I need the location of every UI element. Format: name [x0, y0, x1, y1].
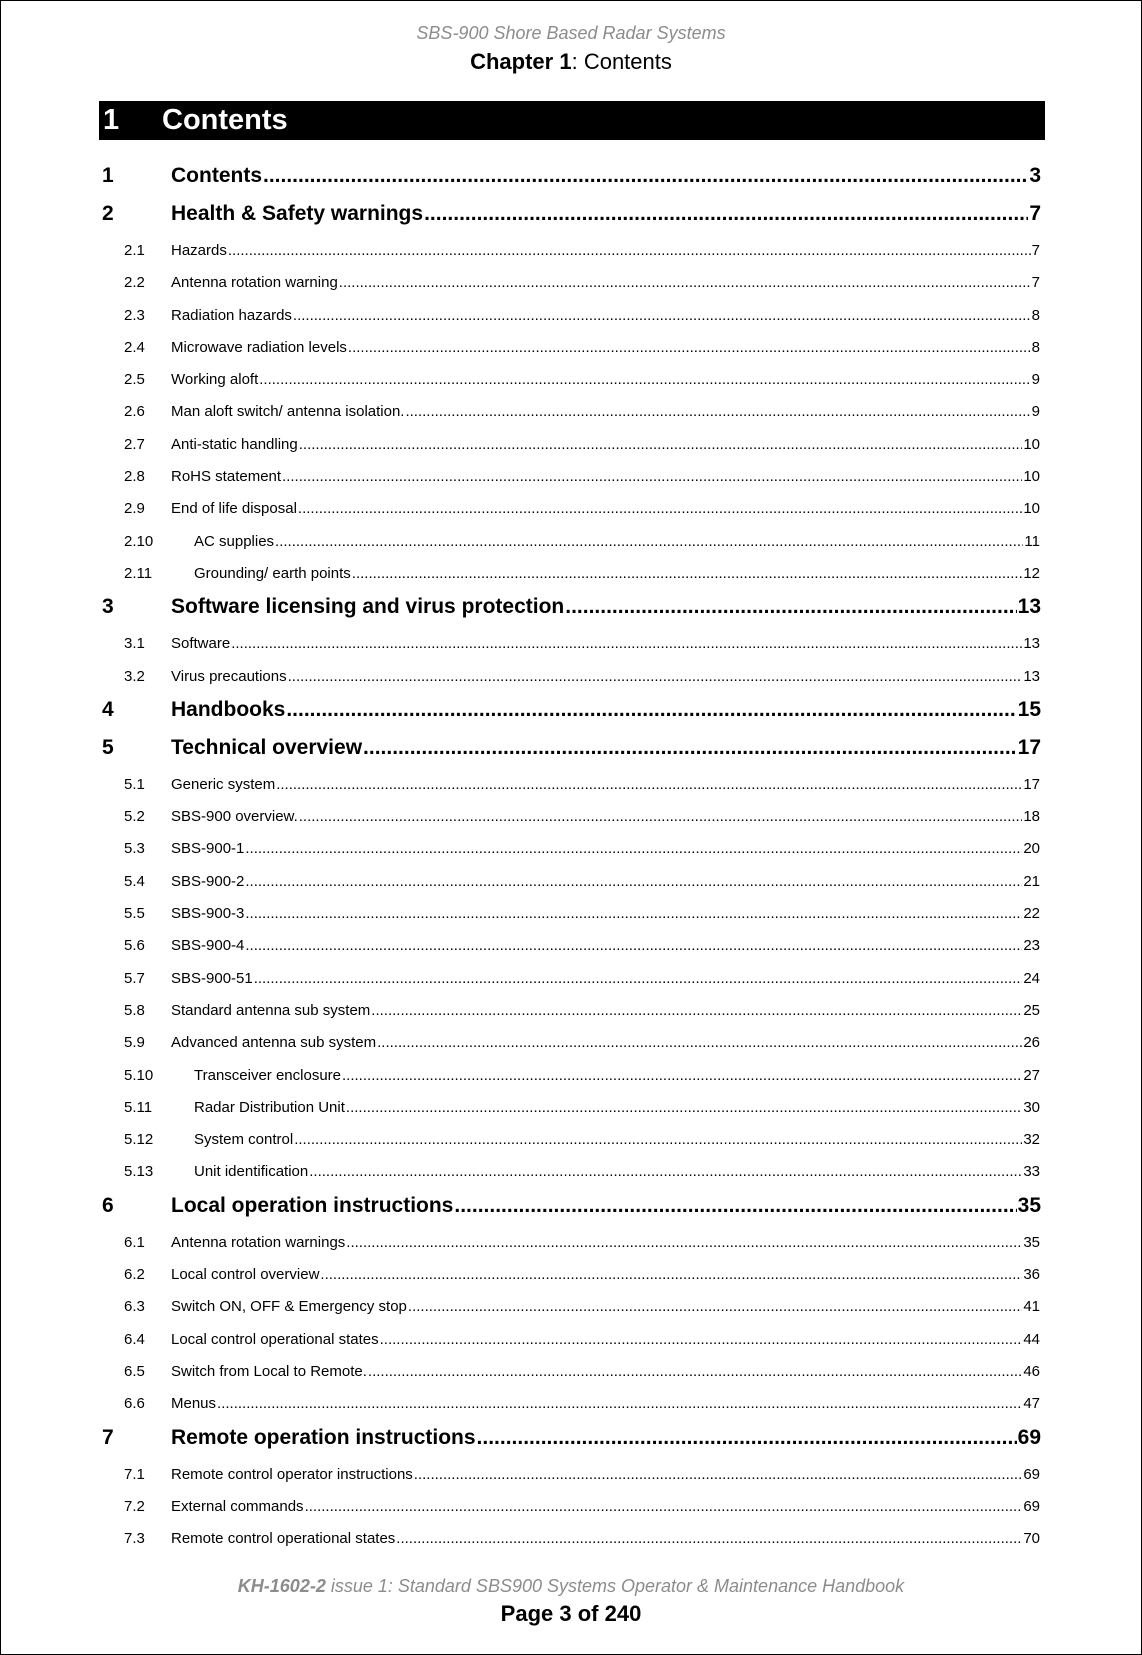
toc-entry-page: 17 [1017, 735, 1041, 759]
toc-entry-title[interactable]: Anti-static handling [171, 435, 298, 453]
toc-dot-leader [396, 1530, 1022, 1547]
toc-entry-page: 44 [1023, 1330, 1040, 1348]
toc-entry-number: 7 [102, 1425, 114, 1449]
toc-entry-number: 5.1 [124, 775, 145, 793]
toc-entry-number: 2.1 [124, 242, 145, 259]
toc-entry-number: 2.2 [124, 274, 145, 292]
toc-entry-title[interactable]: Local operation instructions [171, 1193, 454, 1217]
toc-entry-title[interactable]: Unit identification [194, 1163, 309, 1181]
toc-entry-page: 7 [1031, 274, 1040, 292]
toc-entry-line [171, 776, 1040, 793]
toc-dot-leader [276, 776, 1022, 793]
toc-entry-number: 5.10 [124, 1066, 154, 1084]
toc-entry-number: 7.3 [124, 1530, 145, 1548]
toc-entry-title[interactable]: Remote control operational states [171, 1530, 396, 1548]
toc-entry-title[interactable]: System control [194, 1131, 294, 1149]
toc-entry-line [171, 339, 1040, 356]
toc-dot-leader [477, 1426, 1017, 1450]
toc-entry[interactable] [1, 395, 1141, 427]
toc-entry-number: 6.2 [124, 1266, 145, 1284]
toc-entry-line [171, 905, 1040, 922]
toc-entry[interactable] [1, 730, 1141, 768]
toc-entry-line [171, 274, 1040, 291]
toc-entry-line [171, 1530, 1040, 1547]
toc-entry[interactable] [1, 660, 1141, 692]
toc-entry-number: 5.5 [124, 905, 145, 923]
toc-entry[interactable] [1, 589, 1141, 627]
toc-entry-title[interactable]: Local control overview [171, 1266, 320, 1284]
toc-entry-line [171, 1426, 1041, 1450]
toc-entry[interactable] [1, 962, 1141, 994]
toc-entry-page: 12 [1023, 564, 1040, 582]
toc-entry[interactable] [1, 1026, 1141, 1058]
toc-entry-number: 4 [102, 697, 114, 721]
toc-entry-title[interactable]: SBS-900-1 [171, 840, 245, 858]
toc-entry[interactable] [1, 557, 1141, 589]
toc-entry-page: 35 [1017, 1193, 1041, 1217]
toc-entry-title[interactable]: External commands [171, 1497, 304, 1515]
toc-entry-page: 13 [1017, 595, 1041, 619]
toc-entry-number: 5.9 [124, 1034, 145, 1052]
toc-dot-leader [294, 1131, 1022, 1148]
toc-entry-line [171, 468, 1040, 485]
toc-entry-title[interactable]: Remote operation instructions [171, 1425, 476, 1449]
toc-dot-leader [263, 164, 1028, 188]
toc-entry-page: 9 [1031, 403, 1040, 421]
toc-entry[interactable] [1, 1123, 1141, 1155]
toc-entry-title[interactable]: Standard antenna sub system [171, 1001, 371, 1019]
toc-entry-title[interactable]: Transceiver enclosure [194, 1066, 342, 1084]
toc-entry-page: 7 [1031, 242, 1040, 259]
toc-dot-leader [299, 436, 1023, 453]
toc-entry-title[interactable]: Antenna rotation warning [171, 274, 338, 292]
toc-entry-line [194, 1099, 1040, 1116]
toc-entry[interactable] [1, 363, 1141, 395]
toc-entry-line [171, 595, 1041, 619]
toc-entry[interactable] [1, 1226, 1141, 1258]
toc-entry-title[interactable]: Menus [171, 1395, 217, 1413]
toc-entry-number: 2 [102, 202, 114, 225]
toc-entry-line [171, 1298, 1040, 1315]
toc-dot-leader [305, 1498, 1023, 1515]
toc-dot-leader [346, 1234, 1022, 1251]
toc-entry[interactable] [1, 1188, 1141, 1226]
toc-entry[interactable] [1, 234, 1141, 266]
toc-dot-leader [454, 1194, 1016, 1218]
toc-entry-line [171, 1466, 1040, 1483]
toc-entry-page: 3 [1029, 164, 1041, 187]
toc-entry[interactable] [1, 1059, 1141, 1091]
toc-entry-line [171, 1498, 1040, 1515]
toc-dot-leader [342, 1067, 1022, 1084]
toc-dot-leader [348, 339, 1031, 356]
toc-entry-number: 5 [102, 735, 114, 759]
toc-dot-leader [245, 905, 1022, 922]
toc-entry-page: 32 [1023, 1131, 1040, 1149]
toc-entry-title[interactable]: Remote control operator instructions [171, 1465, 413, 1483]
toc-entry-number: 5.11 [124, 1098, 153, 1116]
toc-entry[interactable] [1, 460, 1141, 492]
toc-entry-page: 18 [1023, 808, 1040, 826]
toc-dot-leader [275, 533, 1023, 550]
toc-entry-number: 2.11 [124, 564, 153, 582]
toc-entry[interactable] [1, 1091, 1141, 1123]
document-subtitle: SBS-900 Shore Based Radar Systems [416, 23, 726, 43]
toc-entry[interactable] [1, 1490, 1141, 1522]
toc-dot-leader [299, 808, 1023, 825]
toc-dot-leader [286, 698, 1016, 722]
toc-dot-leader [565, 595, 1016, 619]
toc-entry-number: 3 [102, 595, 114, 619]
toc-entry-line [171, 635, 1040, 652]
toc-entry[interactable] [1, 800, 1141, 832]
toc-entry-line [171, 736, 1041, 760]
toc-entry[interactable] [1, 768, 1141, 800]
toc-entry-line [171, 500, 1040, 517]
toc-entry-line [171, 668, 1040, 685]
toc-dot-leader [228, 242, 1031, 259]
toc-entry-page: 30 [1023, 1098, 1040, 1116]
toc-entry-number: 6 [102, 1193, 114, 1217]
toc-entry[interactable] [1, 428, 1141, 460]
toc-entry-line [171, 242, 1040, 259]
toc-entry-page: 27 [1023, 1066, 1040, 1084]
toc-dot-leader [368, 1363, 1022, 1380]
toc-dot-leader [245, 937, 1022, 954]
toc-entry-page: 21 [1023, 872, 1040, 890]
toc-entry-number: 5.7 [124, 969, 145, 987]
toc-entry-title[interactable]: Software [171, 635, 231, 653]
toc-dot-leader [414, 1466, 1023, 1483]
toc-entry-page: 41 [1023, 1298, 1040, 1316]
toc-entry-page: 10 [1023, 500, 1040, 518]
toc-entry-line [171, 1002, 1040, 1019]
toc-entry-line [171, 1234, 1040, 1251]
toc-entry-number: 6.1 [124, 1233, 145, 1251]
toc-dot-leader [231, 635, 1022, 652]
toc-entry-line [171, 1194, 1041, 1218]
toc-entry-line [171, 1266, 1040, 1283]
toc-entry-page: 26 [1023, 1034, 1040, 1052]
toc-entry-title[interactable]: SBS-900-3 [171, 905, 245, 923]
toc-entry-line [194, 565, 1040, 582]
toc-entry-number: 5.13 [124, 1163, 154, 1181]
toc-entry-line [171, 371, 1040, 388]
toc-entry-title[interactable]: Microwave radiation levels [171, 338, 347, 356]
toc-entry-title[interactable]: RoHS statement [171, 468, 282, 486]
toc-entry-title[interactable]: SBS-900-51 [171, 969, 253, 987]
toc-entry-page: 8 [1031, 338, 1040, 356]
toc-entry-line [171, 202, 1041, 226]
toc-entry-number: 5.2 [124, 808, 145, 826]
toc-entry-line [171, 403, 1040, 420]
toc-entry-number: 5.8 [124, 1001, 145, 1019]
chapter-heading [1, 49, 1141, 75]
toc-entry-page: 13 [1023, 635, 1040, 653]
toc-entry-line [194, 1131, 1040, 1148]
toc-entry-page: 10 [1023, 435, 1040, 453]
toc-entry-line [171, 1034, 1040, 1051]
toc-dot-leader [298, 500, 1022, 517]
toc-dot-leader [309, 1163, 1022, 1180]
toc-entry-page: 8 [1031, 306, 1040, 324]
toc-dot-leader [293, 307, 1031, 324]
toc-entry-title[interactable]: Advanced antenna sub system [171, 1034, 377, 1052]
toc-entry[interactable] [1, 331, 1141, 363]
toc-entry-title[interactable]: Man aloft switch/ antenna isolation. [171, 403, 405, 421]
toc-entry-number: 6.5 [124, 1362, 145, 1380]
toc-dot-leader [377, 1034, 1022, 1051]
toc-entry[interactable] [1, 299, 1141, 331]
page-number: Page 3 of 240 [500, 1601, 642, 1626]
toc-dot-leader [245, 840, 1022, 857]
toc-entry[interactable] [1, 627, 1141, 659]
chapter-title: : Contents [571, 49, 672, 74]
toc-entry[interactable] [1, 492, 1141, 524]
toc-entry-number: 2.6 [124, 403, 145, 421]
toc-dot-leader [380, 1331, 1023, 1348]
toc-entry-title[interactable]: AC supplies [194, 532, 275, 550]
toc-entry-page: 25 [1023, 1001, 1040, 1019]
toc-entry[interactable] [1, 692, 1141, 730]
toc-entry-page: 70 [1023, 1530, 1040, 1548]
toc-entry-title[interactable]: Working aloft [171, 371, 259, 389]
toc-entry-page: 23 [1023, 937, 1040, 955]
toc-entry-line [171, 873, 1040, 890]
toc-entry[interactable] [1, 1290, 1141, 1322]
toc-entry-number: 6.4 [124, 1330, 145, 1348]
toc-entry-title[interactable]: Virus precautions [171, 667, 287, 685]
toc-entry-page: 22 [1023, 905, 1040, 923]
toc-entry-title[interactable]: Software licensing and virus protection [171, 595, 565, 619]
toc-entry-number: 2.8 [124, 468, 145, 486]
toc-entry-line [171, 1395, 1040, 1412]
toc-entry[interactable] [1, 1458, 1141, 1490]
chapter-label: Chapter 1 [470, 49, 572, 74]
toc-dot-leader [352, 565, 1023, 582]
toc-entry-number: 5.3 [124, 840, 145, 858]
toc-entry[interactable] [1, 196, 1141, 234]
toc-entry-line [171, 698, 1041, 722]
toc-dot-leader [245, 873, 1022, 890]
toc-entry-title[interactable]: Radar Distribution Unit [194, 1098, 345, 1116]
toc-entry-line [171, 937, 1040, 954]
toc-entry-title[interactable]: SBS-900-2 [171, 872, 245, 890]
toc-entry[interactable] [1, 266, 1141, 298]
toc-entry-line [171, 436, 1040, 453]
toc-entry-page: 13 [1023, 667, 1040, 685]
toc-entry[interactable] [1, 994, 1141, 1026]
toc-dot-leader [405, 403, 1030, 420]
toc-entry-title[interactable]: SBS-900 overview. [171, 808, 298, 826]
toc-dot-leader [371, 1002, 1022, 1019]
toc-dot-leader [408, 1298, 1022, 1315]
toc-entry-title[interactable]: Contents [171, 164, 262, 187]
toc-entry-line [171, 164, 1041, 188]
toc-entry-number: 1 [102, 164, 114, 187]
toc-dot-leader [339, 274, 1031, 291]
toc-entry-line [194, 1163, 1040, 1180]
toc-entry-line [171, 808, 1040, 825]
toc-entry-page: 10 [1023, 468, 1040, 486]
toc-entry-line [171, 840, 1040, 857]
toc-dot-leader [424, 202, 1028, 226]
toc-dot-leader [259, 371, 1030, 388]
toc-entry-title[interactable]: Hazards [171, 242, 227, 259]
toc-entry-title[interactable]: Switch from Local to Remote. [171, 1362, 367, 1380]
toc-entry-number: 5.12 [124, 1131, 154, 1149]
toc-entry[interactable] [1, 1355, 1141, 1387]
toc-entry[interactable] [1, 929, 1141, 961]
toc-entry-page: 46 [1023, 1362, 1040, 1380]
toc-entry-page: 33 [1023, 1163, 1040, 1181]
toc-entry-number: 2.7 [124, 435, 145, 453]
toc-entry-page: 7 [1029, 202, 1041, 225]
toc-entry-title[interactable]: End of life disposal [171, 500, 297, 518]
toc-entry-page: 11 [1024, 532, 1040, 550]
toc-dot-leader [320, 1266, 1022, 1283]
toc-entry-title[interactable]: Local control operational states [171, 1330, 379, 1348]
toc-entry-line [171, 1363, 1040, 1380]
toc-entry-page: 47 [1023, 1395, 1040, 1413]
toc-entry-page: 36 [1023, 1266, 1040, 1284]
toc-entry-page: 20 [1023, 840, 1040, 858]
toc-entry[interactable] [1, 1258, 1141, 1290]
toc-entry[interactable] [1, 1522, 1141, 1554]
toc-entry-number: 2.4 [124, 338, 145, 356]
toc-entry-title[interactable]: Handbooks [171, 697, 286, 721]
footer-doc-desc: issue 1: Standard SBS900 Systems Operator & Maintenance Handbook [325, 1576, 905, 1596]
toc-entry-number: 2.10 [124, 532, 154, 550]
toc-entry-number: 2.9 [124, 500, 145, 518]
toc-entry-page: 69 [1023, 1497, 1040, 1515]
toc-entry-number: 6.6 [124, 1395, 145, 1413]
toc-dot-leader [282, 468, 1022, 485]
toc-entry-line [171, 1331, 1040, 1348]
toc-dot-leader [363, 736, 1017, 760]
table-of-contents [1, 158, 1141, 1554]
toc-entry-title[interactable]: Grounding/ earth points [194, 564, 351, 582]
toc-entry-page: 69 [1017, 1425, 1041, 1449]
footer-document-info [1, 1576, 1141, 1597]
section-title: Contents [162, 104, 288, 136]
toc-entry-number: 7.2 [124, 1497, 145, 1515]
toc-entry-number: 3.2 [124, 667, 145, 685]
footer-doc-id: KH-1602-2 [237, 1576, 326, 1596]
toc-entry-page: 15 [1017, 697, 1041, 721]
toc-entry-line [171, 307, 1040, 324]
toc-entry-number: 5.6 [124, 937, 145, 955]
toc-entry[interactable] [1, 1155, 1141, 1187]
toc-entry-title[interactable]: SBS-900-4 [171, 937, 245, 955]
toc-entry-line [194, 533, 1040, 550]
toc-entry-title[interactable]: Generic system [171, 775, 276, 793]
toc-dot-leader [217, 1395, 1022, 1412]
toc-entry-number: 6.3 [124, 1298, 145, 1316]
toc-entry-title[interactable]: Antenna rotation warnings [171, 1233, 346, 1251]
toc-entry-number: 3.1 [124, 635, 145, 653]
toc-entry[interactable] [1, 1387, 1141, 1419]
toc-dot-leader [254, 970, 1023, 987]
toc-entry-page: 17 [1023, 775, 1040, 793]
toc-entry-number: 2.5 [124, 371, 145, 389]
toc-entry-number: 5.4 [124, 872, 145, 890]
toc-entry-page: 69 [1023, 1465, 1040, 1483]
toc-entry[interactable] [1, 832, 1141, 864]
toc-entry-page: 35 [1023, 1233, 1040, 1251]
section-title-bar [99, 101, 1045, 140]
section-number: 1 [103, 104, 120, 136]
toc-dot-leader [288, 668, 1023, 685]
toc-entry[interactable] [1, 1323, 1141, 1355]
toc-entry-page: 24 [1023, 969, 1040, 987]
toc-entry[interactable] [1, 865, 1141, 897]
toc-entry-page: 9 [1031, 371, 1040, 389]
toc-entry[interactable] [1, 1420, 1141, 1458]
toc-entry-title[interactable]: Technical overview [171, 735, 363, 759]
toc-entry[interactable] [1, 897, 1141, 929]
toc-entry-line [194, 1067, 1040, 1084]
toc-entry-title[interactable]: Switch ON, OFF & Emergency stop [171, 1298, 407, 1316]
toc-entry-number: 7.1 [124, 1465, 145, 1483]
toc-entry[interactable] [1, 525, 1141, 557]
toc-entry[interactable] [1, 158, 1141, 196]
toc-entry-line [171, 970, 1040, 987]
toc-entry-title[interactable]: Health & Safety warnings [171, 202, 424, 225]
toc-entry-number: 2.3 [124, 306, 145, 324]
toc-dot-leader [346, 1099, 1022, 1116]
toc-entry-title[interactable]: Radiation hazards [171, 306, 292, 324]
